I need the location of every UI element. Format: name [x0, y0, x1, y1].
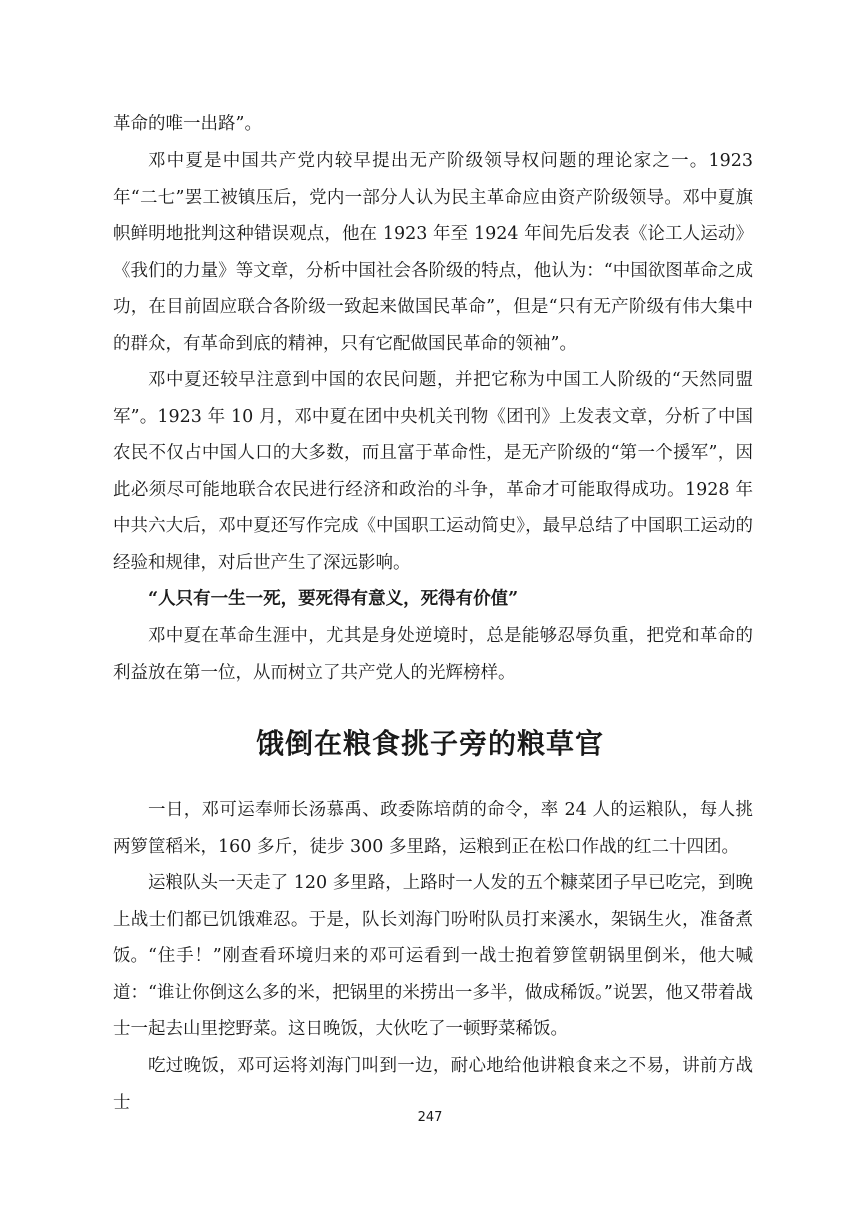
- paragraph-after-dinner: 吃过晚饭，邓可运将刘海门叫到一边，耐心地给他讲粮食来之不易，讲前方战士: [113, 1056, 753, 1113]
- paragraph-grain-transport: 一日，邓可运奉师长汤慕禹、政委陈培荫的命令，率 24 人的运粮队，每人挑两箩筐稻米，160 多斤，徒步 300 多里路，运粮到正在松口作战的红二十四团。: [113, 800, 753, 857]
- paragraph-section-intro: 邓中夏在革命生涯中，尤其是身处逆境时，总是能够忍辱负重，把党和革命的利益放在第一位，从而树立了共产党人的光辉榜样。: [113, 626, 753, 683]
- chapter-title: 饿倒在粮食挑子旁的粮草官: [255, 727, 604, 760]
- paragraph-proletarian-leadership: 邓中夏是中国共产党内较早提出无产阶级领导权问题的理论家之一。1923 年“二七”罢工被镇压后，党内一部分人认为民主革命应由资产阶级领导。邓中夏旗帜鲜明地批判这种错误观点，他在 1923 年至 1924 年间先后发表《论工人运动》《我们的力量》等文章，分析中国社会各阶级的特点，他认为：“中国欲图革命之成功，在目前固应联合各阶级一致起来做国民革命”，但是“只有无产阶级有伟大集中的群众，有革命到底的精神，只有它配做国民革命的领袖”。: [113, 151, 753, 354]
- page-number: 247: [417, 1110, 443, 1125]
- paragraph-first-day: 运粮队头一天走了 120 多里路，上路时一人发的五个糠菜团子早已吃完，到晚上战士们都已饥饿难忍。于是，队长刘海门吩咐队员打来溪水，架锅生火，准备煮饭。: [113, 873, 753, 966]
- paragraph-peasant-question: 邓中夏还较早注意到中国的农民问题，并把它称为中国工人阶级的“天然同盟军”。1923 年 10 月，邓中夏在团中央机关刊物《团刊》上发表文章，分析了中国农民不仅占中国人口的大多数，而且富于革命性，是无产阶级的“第一个援军”，因此必须尽可能地联合农民进行经济和政治的斗争，革命才可能取得成功。1928 年中共六大后，邓中夏还写作完成《中国职工运动简史》，最早总结了中国职工运动的经验和规律，对后世产生了深远影响。: [113, 370, 753, 573]
- continued-paragraph: 革命的唯一出路”。: [113, 114, 262, 134]
- section-heading: “人只有一生一死，要死得有意义，死得有价值”: [148, 589, 519, 609]
- paragraph-stop-order: “住手！”刚查看环境归来的邓可运看到一战士抱着箩筐朝锅里倒米，他大喊道：“谁让你倒这么多的米，把锅里的米捞出一多半，做成稀饭。”说罢，他又带着战士一起去山里挖野菜。这日晚饭，大伙吃了一顿野菜稀饭。: [113, 946, 753, 1039]
